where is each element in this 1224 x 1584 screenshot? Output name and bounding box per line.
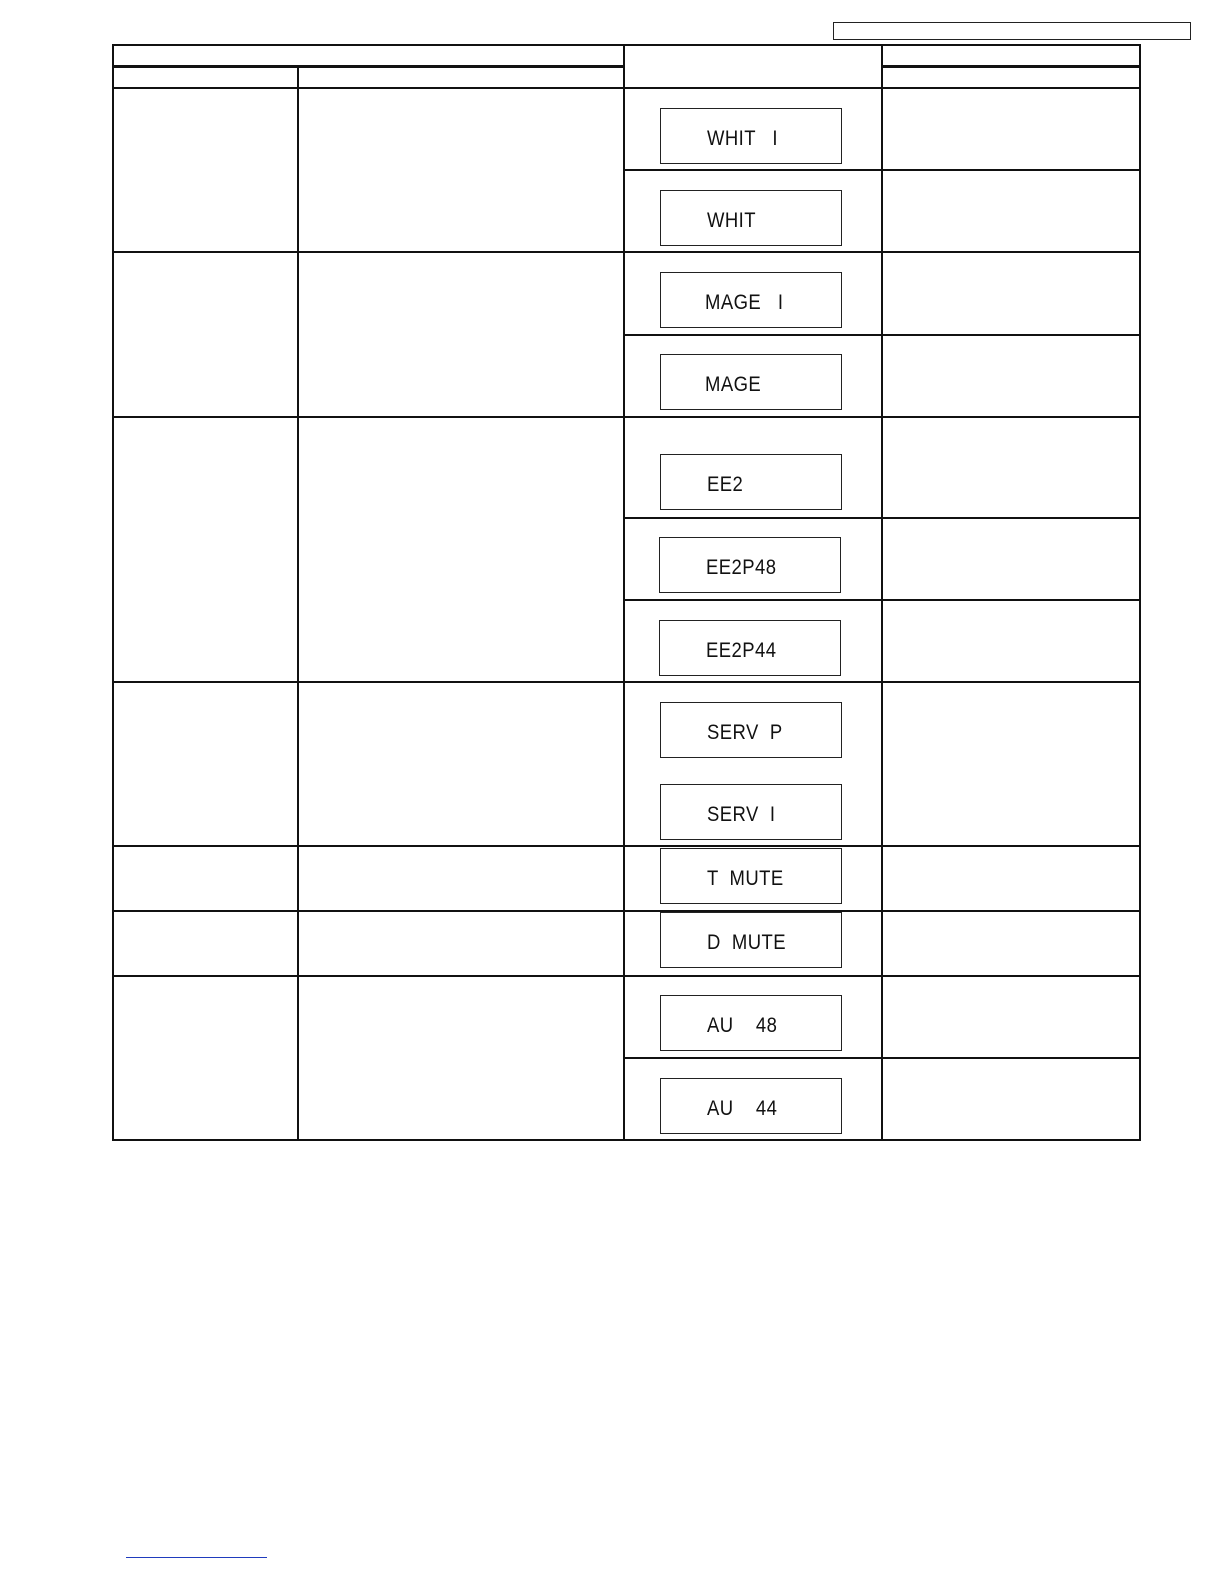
display-box	[659, 537, 841, 593]
header-reference-box	[833, 22, 1191, 40]
display-box	[660, 272, 842, 328]
display-box	[660, 702, 842, 758]
display-text: SERV P	[707, 721, 783, 744]
display-box	[660, 190, 842, 246]
row-separator	[112, 845, 1141, 847]
display-text: EE2P44	[706, 639, 777, 662]
row-separator	[112, 416, 1141, 418]
row-separator	[112, 975, 1141, 977]
subrow-separator	[624, 517, 1141, 519]
header-bottom-border	[112, 87, 1141, 89]
display-text: MAGE I	[705, 291, 784, 314]
subrow-separator	[624, 599, 1141, 601]
display-text: MAGE	[705, 373, 762, 396]
display-box	[660, 784, 842, 840]
row-separator	[112, 251, 1141, 253]
display-text: AU 44	[707, 1097, 778, 1120]
display-box	[660, 108, 842, 164]
subrow-separator	[624, 1057, 1141, 1059]
column-divider-1	[297, 65, 299, 1141]
display-box	[660, 354, 842, 410]
header-divider-left	[112, 65, 624, 68]
row-separator	[112, 910, 1141, 912]
display-box	[660, 912, 842, 968]
header-divider-right	[882, 65, 1141, 68]
display-text: AU 48	[707, 1014, 778, 1037]
display-box	[660, 454, 842, 510]
display-text: WHIT	[707, 209, 756, 232]
display-box	[660, 848, 842, 904]
footer-link[interactable]	[126, 1557, 267, 1558]
display-text: T MUTE	[707, 867, 784, 890]
display-box	[659, 620, 841, 676]
table-bottom-border	[112, 1139, 1141, 1141]
row-separator	[112, 681, 1141, 683]
subrow-separator	[624, 169, 1141, 171]
display-text: SERV I	[707, 803, 776, 826]
display-text: D MUTE	[707, 931, 787, 954]
display-text: WHIT I	[707, 127, 778, 150]
display-box	[660, 1078, 842, 1134]
display-box	[660, 995, 842, 1051]
table-top-border	[112, 44, 1141, 46]
display-text: EE2	[707, 473, 744, 496]
subrow-separator	[624, 334, 1141, 336]
display-text: EE2P48	[706, 556, 777, 579]
